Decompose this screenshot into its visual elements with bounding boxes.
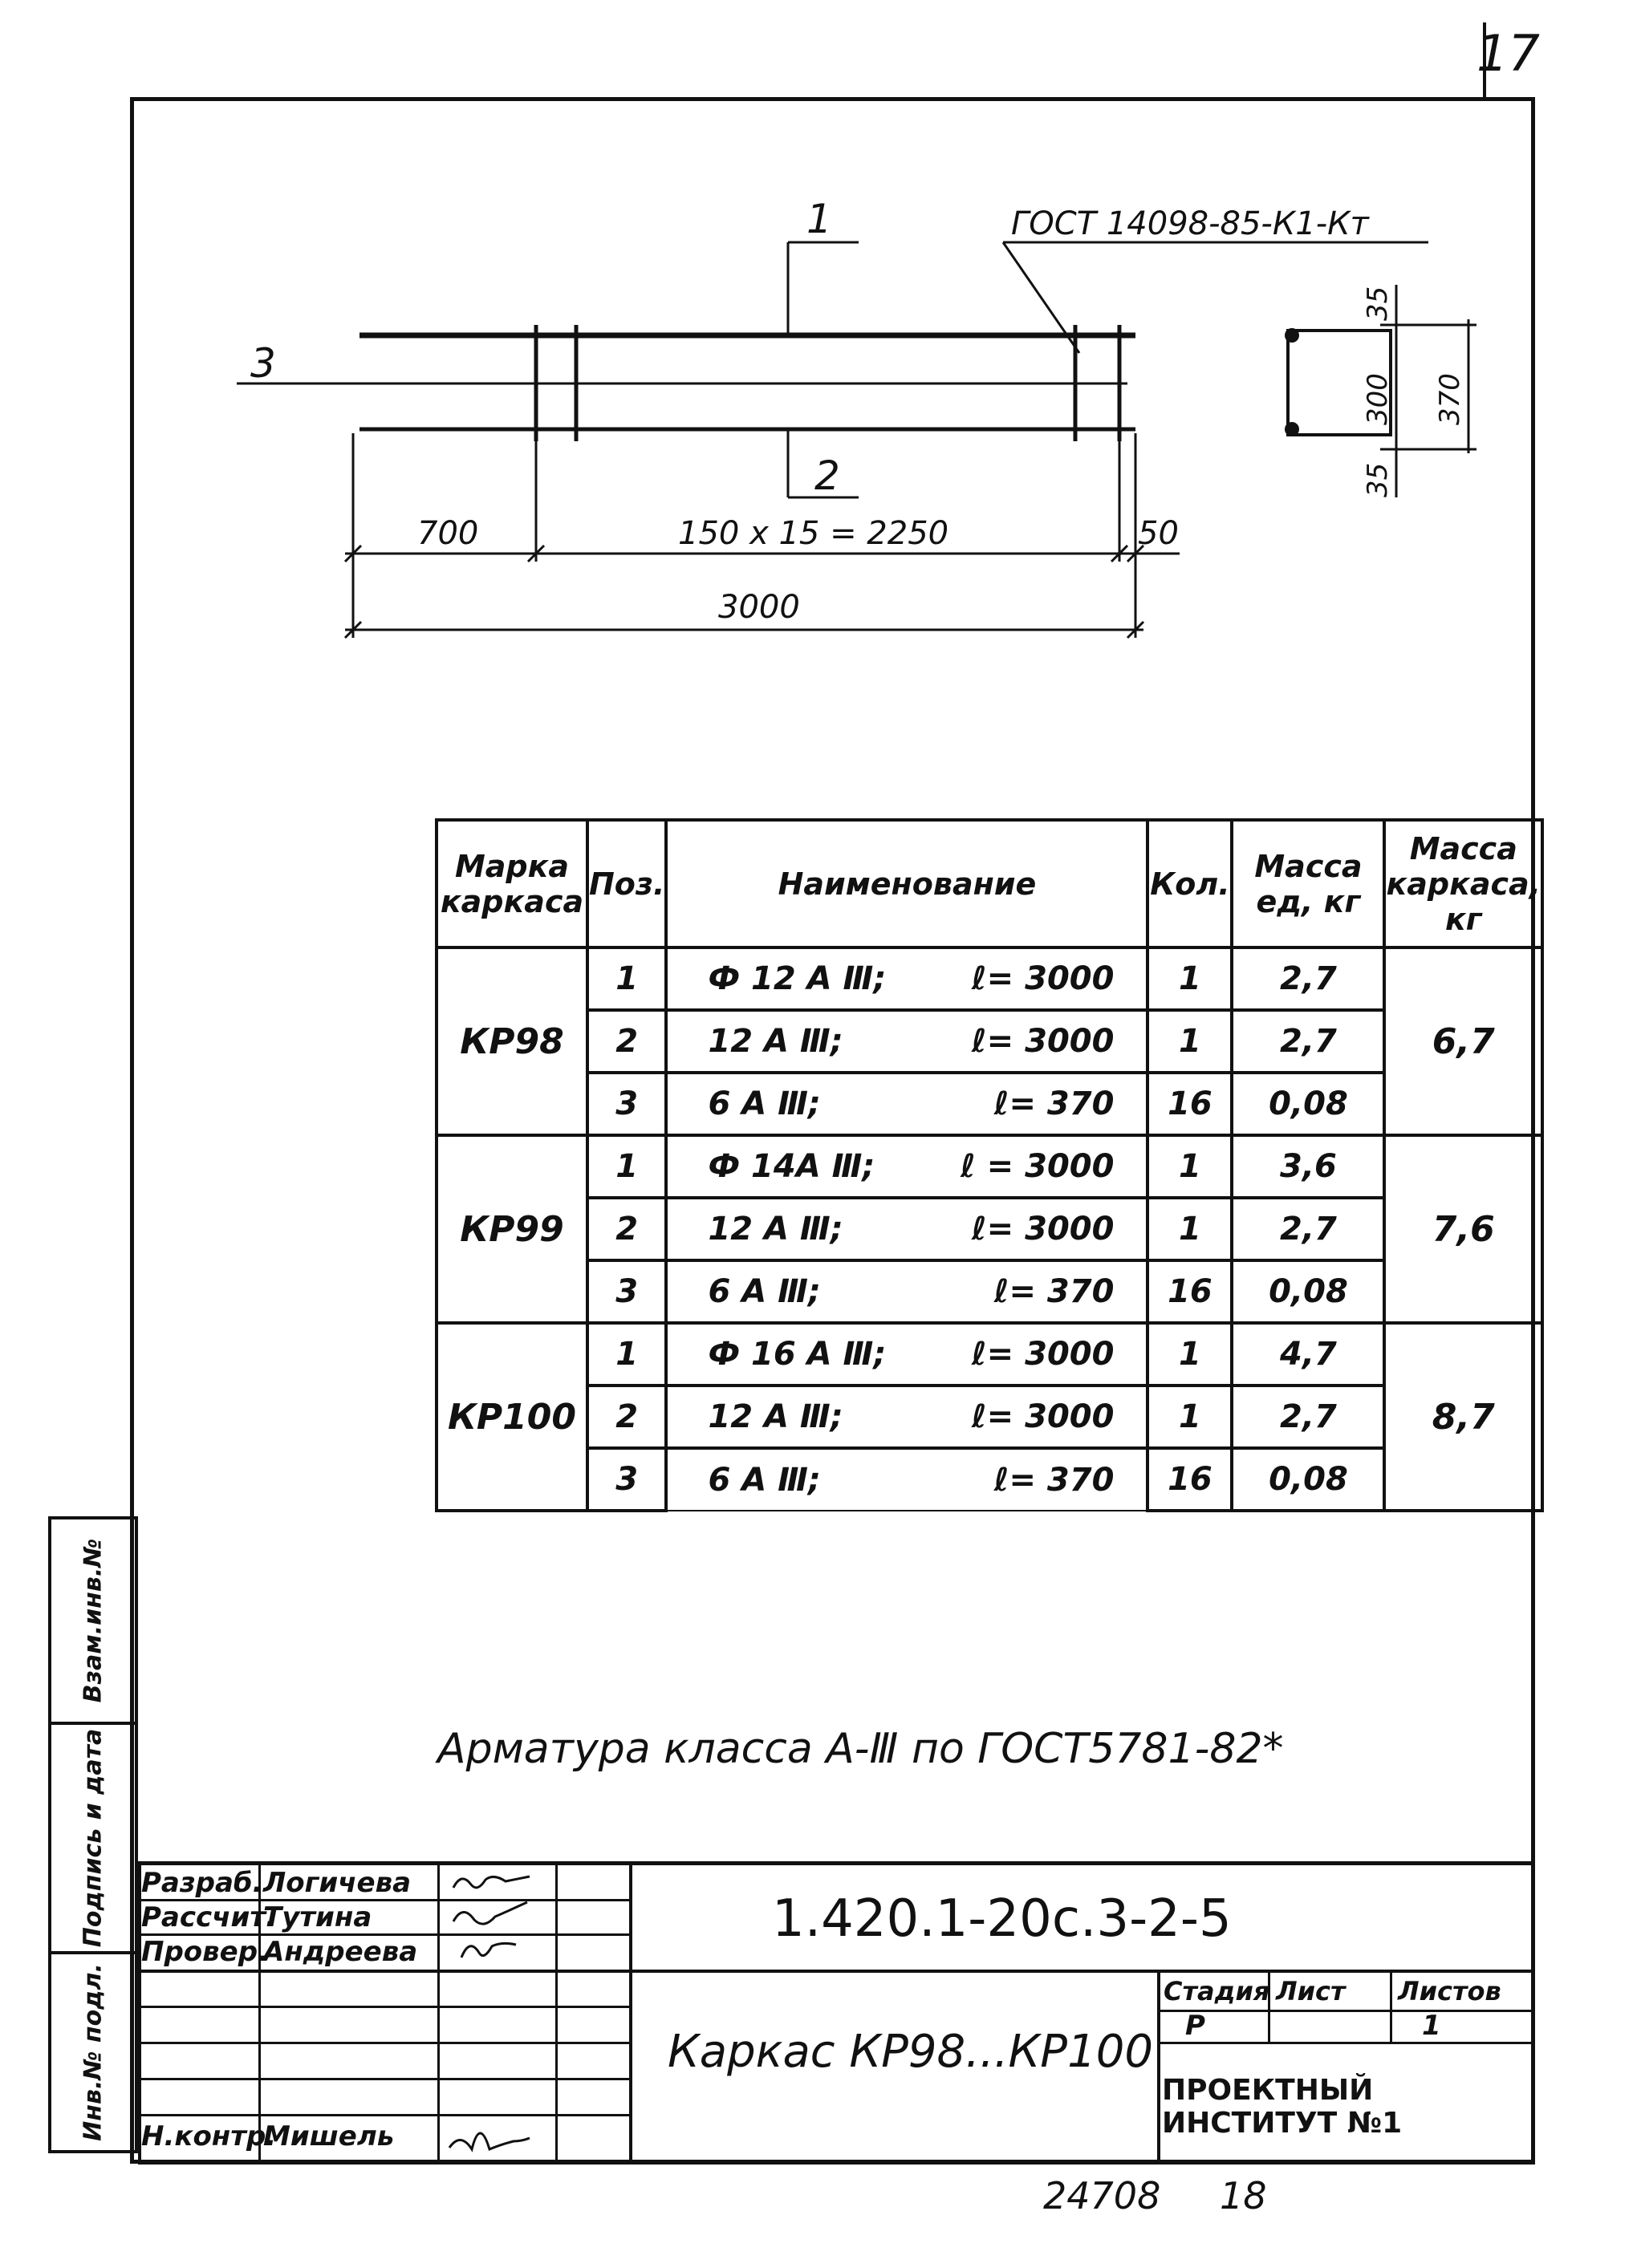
- section-dim-35-top: 35: [1362, 286, 1394, 321]
- row-pos: 1: [587, 947, 666, 1010]
- role-calculated: Рассчит.: [141, 1901, 276, 1933]
- header-name: Наименование: [666, 820, 1147, 947]
- row-name: 6 А Ⅲ; ℓ= 370: [666, 1073, 1147, 1135]
- row-name: 12 А Ⅲ; ℓ= 3000: [666, 1198, 1147, 1260]
- side-cell-inventory: Инв.№ подл.: [48, 1951, 138, 2153]
- section-dim-35-bottom: 35: [1362, 462, 1394, 497]
- row-mass: 0,08: [1232, 1448, 1384, 1511]
- cage-mark: КР98: [437, 947, 587, 1135]
- callout-2: 2: [814, 452, 840, 499]
- row-pos: 2: [587, 1198, 666, 1260]
- document-code: 1.420.1-20с.3-2-5: [772, 1889, 1232, 1949]
- name-checked: Андреева: [263, 1936, 418, 1968]
- dim-50: 50: [1138, 515, 1179, 552]
- row-qty: 16: [1147, 1448, 1232, 1511]
- sheets-value: 1: [1422, 2010, 1441, 2042]
- cage-mass-total: 8,7: [1384, 1323, 1542, 1511]
- archive-number: 24708: [1043, 2174, 1161, 2217]
- footer-page: 18: [1220, 2174, 1267, 2217]
- row-qty: 1: [1147, 1323, 1232, 1386]
- reinforcement-cage-drawing: [0, 0, 1641, 722]
- row-qty: 1: [1147, 1135, 1232, 1198]
- signatures: [441, 1865, 554, 2164]
- name-norm-control: Мишель: [263, 2120, 395, 2152]
- cage-mark: КР99: [437, 1135, 587, 1323]
- cage-mass-total: 7,6: [1384, 1135, 1542, 1323]
- row-mass: 2,7: [1232, 1010, 1384, 1073]
- role-checked: Провер.: [141, 1936, 268, 1968]
- row-qty: 1: [1147, 1386, 1232, 1448]
- callout-3: 3: [250, 340, 276, 387]
- title-block: [138, 1861, 1535, 2164]
- sheet-label: Лист: [1276, 1976, 1346, 2006]
- header-pos: Поз.: [587, 820, 666, 947]
- stage-label: Стадия: [1164, 1976, 1270, 2006]
- row-mass: 3,6: [1232, 1135, 1384, 1198]
- side-strip: [48, 1516, 138, 2153]
- table-row: [437, 1135, 1542, 1198]
- dim-spacing: 150 x 15 = 2250: [678, 515, 949, 552]
- dim-700: 700: [417, 515, 479, 552]
- table-row: [437, 1260, 1542, 1323]
- name-calculated: Тутина: [263, 1901, 372, 1933]
- table-row: [437, 1323, 1542, 1386]
- row-mass: 2,7: [1232, 1386, 1384, 1448]
- side-cell-replacement: Взам.инв.№: [48, 1516, 138, 1725]
- row-pos: 3: [587, 1073, 666, 1135]
- sheets-label: Листов: [1398, 1976, 1501, 2006]
- table-row: [437, 1198, 1542, 1260]
- specification-table: [435, 818, 1544, 1512]
- row-qty: 1: [1147, 1198, 1232, 1260]
- row-qty: 1: [1147, 947, 1232, 1010]
- row-qty: 16: [1147, 1073, 1232, 1135]
- row-name: Ф 14А Ⅲ; ℓ = 3000: [666, 1135, 1147, 1198]
- row-pos: 1: [587, 1135, 666, 1198]
- role-norm-control: Н.контр.: [141, 2120, 277, 2152]
- table-row: [437, 1010, 1542, 1073]
- row-pos: 3: [587, 1448, 666, 1511]
- section-dim-370: 370: [1434, 373, 1466, 425]
- row-mass: 0,08: [1232, 1260, 1384, 1323]
- header-mass-total: Масса каркаса, кг: [1384, 820, 1542, 947]
- organization: ПРОЕКТНЫЙ ИНСТИТУТ №1: [1162, 2074, 1403, 2140]
- row-mass: 2,7: [1232, 947, 1384, 1010]
- stage-value: Р: [1185, 2010, 1205, 2042]
- table-header-row: [437, 820, 1542, 947]
- row-pos: 3: [587, 1260, 666, 1323]
- row-name: 6 А Ⅲ; ℓ= 370: [666, 1448, 1147, 1511]
- header-mark: Марка каркаса: [437, 820, 587, 947]
- row-mass: 0,08: [1232, 1073, 1384, 1135]
- row-mass: 2,7: [1232, 1198, 1384, 1260]
- row-pos: 2: [587, 1386, 666, 1448]
- row-name: Ф 12 А Ⅲ; ℓ= 3000: [666, 947, 1147, 1010]
- row-name: Ф 16 А Ⅲ; ℓ= 3000: [666, 1323, 1147, 1386]
- row-mass: 4,7: [1232, 1323, 1384, 1386]
- header-qty: Кол.: [1147, 820, 1232, 947]
- table-row: [437, 947, 1542, 1010]
- row-pos: 1: [587, 1323, 666, 1386]
- row-qty: 16: [1147, 1260, 1232, 1323]
- table-row: [437, 1073, 1542, 1135]
- row-name: 6 А Ⅲ; ℓ= 370: [666, 1260, 1147, 1323]
- reinforcement-note: Арматура класса А-Ⅲ по ГОСТ5781-82*: [437, 1725, 1284, 1773]
- row-qty: 1: [1147, 1010, 1232, 1073]
- cage-mark: КР100: [437, 1323, 587, 1511]
- row-name: 12 А Ⅲ; ℓ= 3000: [666, 1386, 1147, 1448]
- document-title: Каркас КР98...КР100: [668, 2026, 1153, 2078]
- row-name: 12 А Ⅲ; ℓ= 3000: [666, 1010, 1147, 1073]
- section-dim-300: 300: [1362, 373, 1394, 425]
- row-pos: 2: [587, 1010, 666, 1073]
- cage-mass-total: 6,7: [1384, 947, 1542, 1135]
- callout-1: 1: [806, 196, 832, 242]
- sheet-number: 17: [1476, 24, 1540, 83]
- table-row: [437, 1386, 1542, 1448]
- name-developer: Логичева: [263, 1867, 412, 1899]
- header-mass-unit: Масса ед, кг: [1232, 820, 1384, 947]
- role-developer: Разраб.: [141, 1867, 263, 1899]
- dim-3000: 3000: [718, 589, 800, 626]
- table-row: [437, 1448, 1542, 1511]
- weld-standard: ГОСТ 14098-85-К1-Кт: [1011, 205, 1369, 242]
- side-cell-signature: Подпись и дата: [48, 1722, 138, 1954]
